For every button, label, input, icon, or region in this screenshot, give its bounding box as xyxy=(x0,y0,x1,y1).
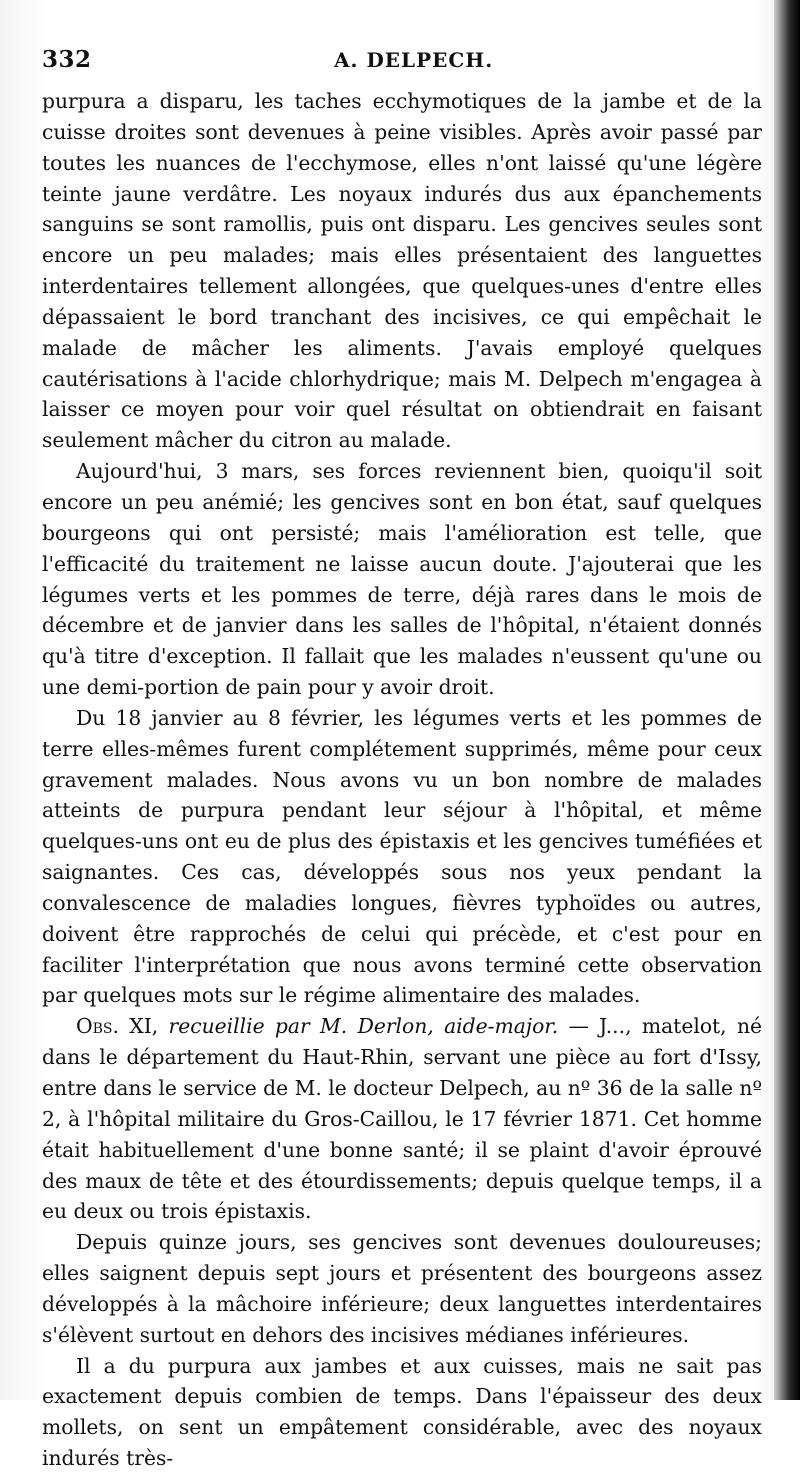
page-header xyxy=(42,40,762,80)
paragraph-3: Du 18 janvier au 8 février, les légumes verts et les pommes de terre elles-mêmes furent complétement supprimés, même pour ceux gravement malades. Nous avons vu un bon nombre de malades atteints de purpura pendant leur séjour à l'hôpital, et même quelques-uns ont eu de plus des épistaxis et les gencives tuméfiées et saignantes. Ces cas, développés sous nos yeux pendant la convalescence de maladies longues, fièvres typhoïdes ou autres, doivent être rapprochés de celui qui précède, et c'est pour en faciliter l'interprétation que nous avons terminé cette observation par quelques mots sur le régime alimentaire des malades. xyxy=(42,705,762,1008)
observation-text: — J..., matelot, né dans le département du Haut-Rhin, servant une pièce au fort d'Issy, entre dans le service de M. le docteur Delpech, au nº 36 de la salle nº 2, à l'hôpital militaire du Gros-Caillou, le 17 février 1871. Cet homme était habituellement d'une bonne santé; il se plaint d'avoir éprouvé des maux de tête et des étourdissements; depuis quelque temps, il a eu deux ou trois épistaxis. xyxy=(42,1014,763,1224)
page-number: 332 xyxy=(42,46,92,73)
observation-label: Obs. XI, xyxy=(76,1014,159,1039)
running-head: A. DELPECH. xyxy=(334,48,494,72)
paragraph-1: purpura a disparu, les taches ecchymotiques de la jambe et de la cuisse droites sont devenues à peine visibles. Après avoir passé par toutes les nuances de l'ecchymose, elles n'ont laissé qu'une légère teinte jaune verdâtre. Les noyaux indurés dus aux épanchements sanguins se sont ramollis, puis ont disparu. Les gencives seules sont encore un peu malades; mais elles présentaient des languettes interdentaires tellement allongées, que quelques-unes d'entre elles dépassaient le bord tranchant des incisives, ce qui empêchait le malade de mâcher les aliments. J'avais employé quelques cautérisations à l'acide chlorhydrique; mais M. Delpech m'engagea à laisser ce moyen pour voir quel résultat on obtiendrait en faisant seulement mâcher du citron au malade. xyxy=(42,89,762,453)
page-edge-shadow xyxy=(774,0,800,1400)
paragraph-6: Il a du purpura aux jambes et aux cuisses, mais ne sait pas exactement depuis combien de temps. Dans l'épaisseur des deux mollets, on sent un empâtement considérable, avec des noyaux indurés très- xyxy=(42,1353,762,1471)
paragraph-observation xyxy=(42,1011,762,1227)
body-text xyxy=(42,86,762,1474)
paragraph-5: Depuis quinze jours, ses gencives sont devenues douloureuses; elles saignent depuis sept jours et présentent des bourgeons assez développés à la mâchoire inférieure; deux languettes interdentaires s'élèvent surtout en dehors des incisives médianes inférieures. xyxy=(42,1230,762,1347)
paragraph-2: Aujourd'hui, 3 mars, ses forces reviennent bien, quoiqu'il soit encore un peu anémié; les gencives sont en bon état, sauf quelques bourgeons qui ont persisté; mais l'amélioration est telle, que l'efficacité du traitement ne laisse aucun doute. J'ajouterai que les légumes verts et les pommes de terre, déjà rares dans le mois de décembre et de janvier dans les salles de l'hôpital, n'étaient donnés qu'à titre d'exception. Il fallait que les malades n'eussent qu'une ou une demi-portion de pain pour y avoir droit. xyxy=(42,459,762,700)
observation-credit: recueillie par M. Derlon, aide-major. xyxy=(168,1014,559,1039)
